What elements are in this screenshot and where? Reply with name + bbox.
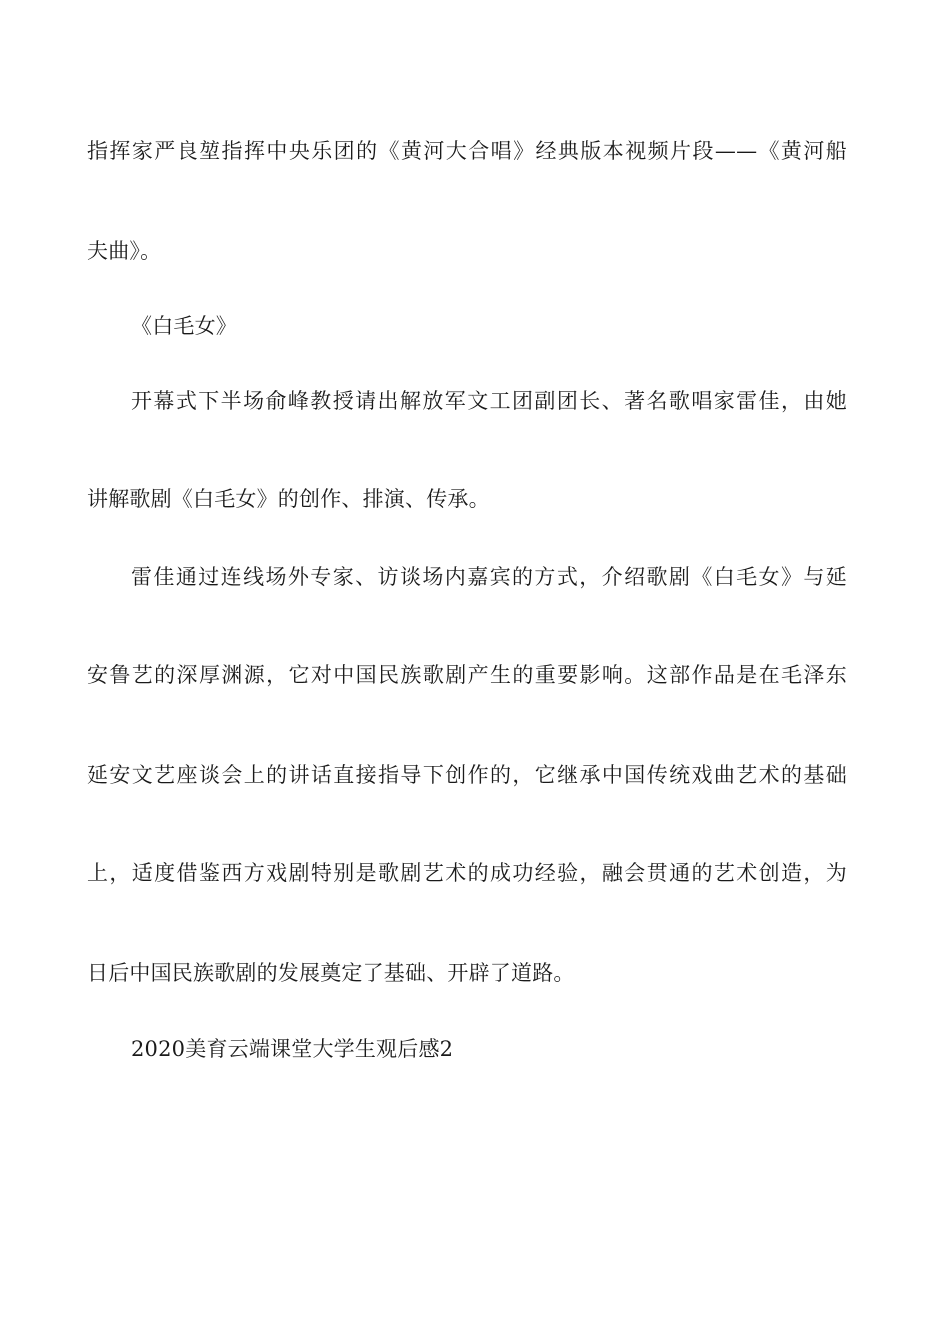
paragraph-line-7: 延安文艺座谈会上的讲话直接指导下创作的，它继承中国传统戏曲艺术的基础 <box>87 763 847 787</box>
section-heading-baimaonv: 《白毛女》 <box>131 314 237 338</box>
paragraph-line-3: 开幕式下半场俞峰教授请出解放军文工团副团长、著名歌唱家雷佳，由她 <box>131 389 847 413</box>
paragraph-line-4: 讲解歌剧《白毛女》的创作、排演、传承。 <box>87 487 490 511</box>
next-section-title: 2020美育云端课堂大学生观后感2 <box>131 1037 454 1061</box>
paragraph-line-6: 安鲁艺的深厚渊源，它对中国民族歌剧产生的重要影响。这部作品是在毛泽东 <box>87 663 847 687</box>
paragraph-line-1: 指挥家严良堃指挥中央乐团的《黄河大合唱》经典版本视频片段——《黄河船 <box>87 139 847 163</box>
paragraph-line-8: 上，适度借鉴西方戏剧特别是歌剧艺术的成功经验，融会贯通的艺术创造，为 <box>87 861 847 885</box>
paragraph-line-2: 夫曲》。 <box>87 239 162 263</box>
paragraph-line-5: 雷佳通过连线场外专家、访谈场内嘉宾的方式，介绍歌剧《白毛女》与延 <box>131 565 847 589</box>
paragraph-line-9: 日后中国民族歌剧的发展奠定了基础、开辟了道路。 <box>87 961 575 985</box>
